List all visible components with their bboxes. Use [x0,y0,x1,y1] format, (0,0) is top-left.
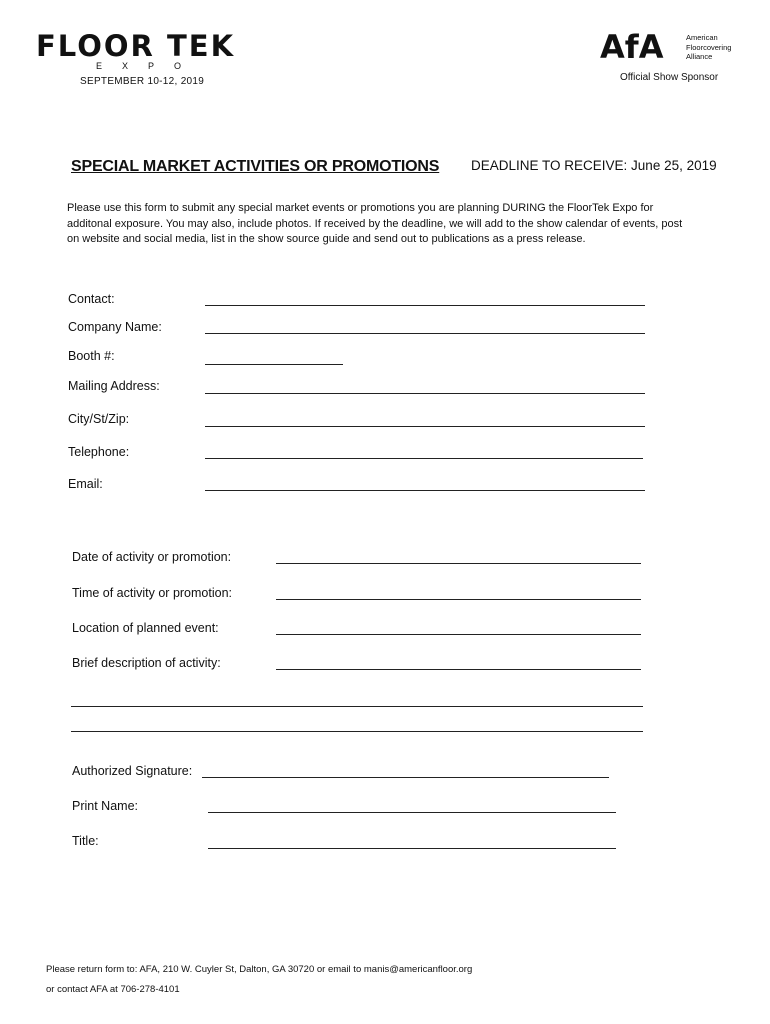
mailing-address-field[interactable] [205,393,645,394]
contact-field[interactable] [205,305,645,306]
activity-date-label: Date of activity or promotion: [72,550,232,564]
activity-description-label: Brief description of activity: [72,656,221,670]
authorized-signature-field[interactable] [202,777,609,778]
activity-time-label: Time of activity or promotion: [72,586,233,600]
activity-time-field[interactable] [276,599,641,600]
intro-paragraph: Please use this form to submit any special market events or promotions you are planning DURING the FloorTek Expo for additonal exposure. You may also, include photos. If received by the deadline, we will add to the show calendar of events, post on website and social media, list in the show source guide and send out to publications as a press release. [67,202,683,245]
company-name-label: Company Name: [68,320,162,334]
title-label: Title: [72,834,99,848]
afa-name-line: Floorcovering [686,42,732,52]
sponsor-caption: Official Show Sponsor [620,72,719,83]
form-title: SPECIAL MARKET ACTIVITIES OR PROMOTIONS [71,158,440,175]
booth-field[interactable] [205,364,343,365]
contact-phone: or contact AFA at 706-278-4101 [46,984,180,995]
city-st-zip-label: City/St/Zip: [68,412,130,426]
afa-logo [600,28,682,64]
event-dates: SEPTEMBER 10-12, 2019 [80,76,205,87]
event-location-label: Location of planned event: [72,621,219,635]
afa-logo-text: AfA [600,28,664,64]
telephone-label: Telephone: [68,445,130,459]
city-st-zip-field[interactable] [205,426,645,427]
print-name-label: Print Name: [72,799,138,813]
print-name-field[interactable] [208,812,616,813]
floortek-logo-subtext: EXPO [96,61,202,71]
afa-name-line: American [686,33,718,42]
title-field[interactable] [208,848,616,849]
floortek-logo: FLOOR TEK [36,29,236,63]
company-name-field[interactable] [205,333,645,334]
telephone-field[interactable] [205,458,643,459]
description-extra-line[interactable] [71,731,643,732]
return-address: Please return form to: AFA, 210 W. Cuyler St, Dalton, GA 30720 or email to manis@americanfloor.org [46,964,473,975]
event-location-field[interactable] [276,634,641,635]
activity-description-field[interactable] [276,669,641,670]
afa-name-line: Alliance [686,52,713,61]
booth-label: Booth #: [68,349,115,363]
afa-full-name [686,33,731,62]
contact-label: Contact: [68,292,115,306]
activity-date-field[interactable] [276,563,641,564]
email-label: Email: [68,477,103,491]
deadline-text: DEADLINE TO RECEIVE: June 25, 2019 [471,158,717,173]
authorized-signature-label: Authorized Signature: [72,764,193,778]
mailing-address-label: Mailing Address: [68,379,160,393]
email-field[interactable] [205,490,645,491]
description-extra-line[interactable] [71,706,643,707]
